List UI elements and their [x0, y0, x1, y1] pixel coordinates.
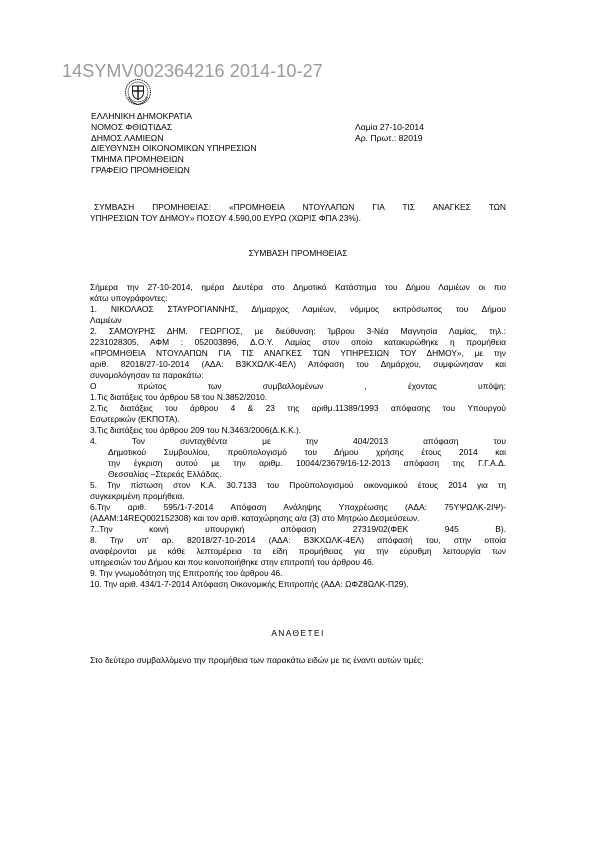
party-line: Λαμιέων	[90, 315, 122, 325]
intro-line: κάτω υπογράφοντες:	[90, 293, 168, 303]
subject-line: ΥΠΗΡΕΣΙΩΝ ΤΟΥ ΔΗΜΟΥ» ΠΟΣΟΥ 4.590,00 ΕΥΡΩ (ΧΩΡΙΣ ΦΠΑ 23%).	[90, 213, 361, 223]
reference-item: 7..Την κοινή υπουργική απόφαση 27319/02(ΦΕΚ 945 Β).	[90, 524, 506, 534]
considering-word: των	[207, 381, 222, 391]
reference-item: αναφέρονται με κάθε λεπτομέρεια τα είδη προμήθειας για την εύρυθμη λειτουργία των	[90, 546, 506, 556]
document-watermark: 14SYMV002364216 2014-10-27	[62, 61, 323, 81]
subject-block	[90, 202, 506, 224]
reference-item: 6.Την αριθ. 595/1-7-2014 Απόφαση Ανάληψης Υποχρέωσης (ΑΔΑ: 75ΥΨΩΛΚ-2ΙΨ)-	[90, 502, 506, 512]
protocol-number: Αρ. Πρωτ.: 82019	[355, 133, 423, 143]
reference-item: υπηρεσιών του Δήμου και που κοινοποιήθηκε στην επιτροπή του άρθρου 46.	[90, 557, 374, 567]
issuer-line: ΓΡΑΦΕΙΟ ΠΡΟΜΗΘΕΙΩΝ	[91, 164, 190, 175]
considering-word: ,	[364, 381, 367, 391]
considering-word: υπόψη:	[478, 381, 506, 391]
reference-item: Δημοτικού Συμβουλίου, προϋπολογισμό του Δήμου χρήσης έτους 2014 και	[108, 447, 506, 457]
party-line: 2231028305, ΑΦΜ : 052003896, Δ.Ο.Υ. Λαμίας στον οποίο κατακυρώθηκε η προμήθεια	[90, 337, 506, 347]
reference-item: 3.Τις διατάξεις του άρθρου 209 του Ν.3463/2006(Δ.Κ.Κ.).	[90, 425, 302, 435]
party-line: «ΠΡΟΜΗΘΕΙΑ ΝΤΟΥΛΑΠΩΝ ΓΙΑ ΤΙΣ ΑΝΑΓΚΕΣ ΤΩΝ ΥΠΗΡΕΣΙΩΝ ΤΟΥ ΔΗΜΟΥ», με την	[90, 348, 506, 358]
reference-item: την έγκριση αυτού με την αριθμ. 10044/23679/16-12-2013 απόφαση της Γ.Γ.Α.Δ.	[108, 458, 506, 468]
reference-item: 10. Την αριθ. 434/1-7-2014 Απόφαση Οικονομικής Επιτροπής (ΑΔΑ: ΩΦΖ8ΩΛΚ-Π29).	[90, 579, 409, 589]
reference-item: 2.Τις διατάξεις του άρθρου 4 & 23 της αριθμ.11389/1993 απόφασης του Υπουργού	[90, 403, 506, 413]
reference-item: (ΑΔΑΜ:14REQ002152308) και τον αριθ. καταχώρησης α/α (3) στο Μητρώο Δεσμεύσεων.	[90, 513, 420, 523]
reference-item: 8. Την υπ' αρ. 82018/27-10-2014 (ΑΔΑ: Β3ΚΧΩΛΚ-4ΕΛ) απόφασή του, στην οποία	[90, 535, 506, 545]
reference-item: 4. Τον συνταχθέντα με την 404/2013 απόφαση του	[90, 436, 506, 446]
reference-item: 1.Τις διατάξεις του άρθρου 58 του Ν.3852/2010.	[90, 392, 268, 402]
issuer-line: ΔΙΕΥΘΥΝΣΗ ΟΙΚΟΝΟΜΙΚΩΝ ΥΠΗΡΕΣΙΩΝ	[91, 143, 257, 154]
closing-paragraph	[90, 655, 506, 666]
issuer-block	[91, 111, 257, 176]
considering-word: Ο	[90, 381, 97, 391]
reference-item: Θεσσαλίας –Στερεάς Ελλάδας.	[108, 469, 222, 479]
reference-item: συγκεκριμένη προμήθεια.	[90, 491, 185, 501]
considering-line	[90, 381, 506, 392]
greek-coat-of-arms-icon	[124, 78, 152, 108]
issuer-line: ΝΟΜΟΣ ΦΘΙΩΤΙΔΑΣ	[91, 121, 173, 132]
closing-line: Στο δεύτερο συμβαλλόμενο την προμήθεια των παρακάτω ειδών με τις έναντι αυτών τιμές:	[90, 655, 424, 665]
issuer-line: ΕΛΛΗΝΙΚΗ ΔΗΜΟΚΡΑΤΙΑ	[91, 111, 192, 121]
subject-line: ΣΥΜΒΑΣΗ ΠΡΟΜΗΘΕΙΑΣ: «ΠΡΟΜΗΘΕΙΑ ΝΤΟΥΛΑΠΩΝ ΓΙΑ ΤΙΣ ΑΝΑΓΚΕΣ ΤΩΝ	[94, 202, 506, 212]
considering-word: συμβαλλομένων	[262, 381, 324, 391]
document-date: Λαμία 27-10-2014	[355, 122, 424, 132]
contract-body	[90, 282, 506, 590]
party-line: 1. ΝΙΚΟΛΑΟΣ ΣΤΑΥΡΟΓΙΑΝΝΗΣ, Δήμαρχος Λαμιέων, νόμιμος εκπρόσωπος του Δήμου	[90, 304, 506, 314]
reference-item: Εσωτερικών (ΕΚΠΟΤΑ).	[90, 414, 180, 424]
party-line: συνομολόγησαν τα παρακάτω:	[90, 370, 204, 380]
assigns-heading: ΑΝΑΘΕΤΕΙ	[271, 628, 325, 638]
considering-word: έχοντας	[408, 381, 437, 391]
issuer-line: ΤΜΗΜΑ ΠΡΟΜΗΘΕΙΩΝ	[91, 154, 184, 165]
intro-line: Σήμερα την 27-10-2014, ημέρα Δευτέρα στο Δημοτικό Κατάστημα του Δήμου Λαμιέων οι πιο	[90, 282, 506, 292]
issuer-line: ΔΗΜΟΣ ΛΑΜΙΕΩΝ	[91, 132, 164, 143]
contract-title: ΣΥΜΒΑΣΗ ΠΡΟΜΗΘΕΙΑΣ	[248, 248, 348, 258]
considering-word: πρώτος	[137, 381, 167, 391]
party-line: αριθ. 82018/27-10-2014 (ΑΔΑ: Β3ΚΧΩΛΚ-4ΕΛ) Απόφαση του Δημάρχου, συμφώνησαν και	[90, 359, 506, 369]
reference-item: 9. Την γνωμοδότηση της Επιτροπής του άρθρου 46.	[90, 568, 283, 578]
reference-item: 5. Την πίστωση στον Κ.Α. 30.7133 του Προϋπολογισμού οικονομικού έτους 2014 για τη	[90, 480, 506, 490]
party-line: 2. ΣΑΜΟΥΡΗΣ ΔΗΜ. ΓΕΩΡΓΙΟΣ, με διεύθυνση: Ίμβρου 3-Νέα Μαγνησία Λαμίας, τηλ.:	[90, 326, 506, 336]
